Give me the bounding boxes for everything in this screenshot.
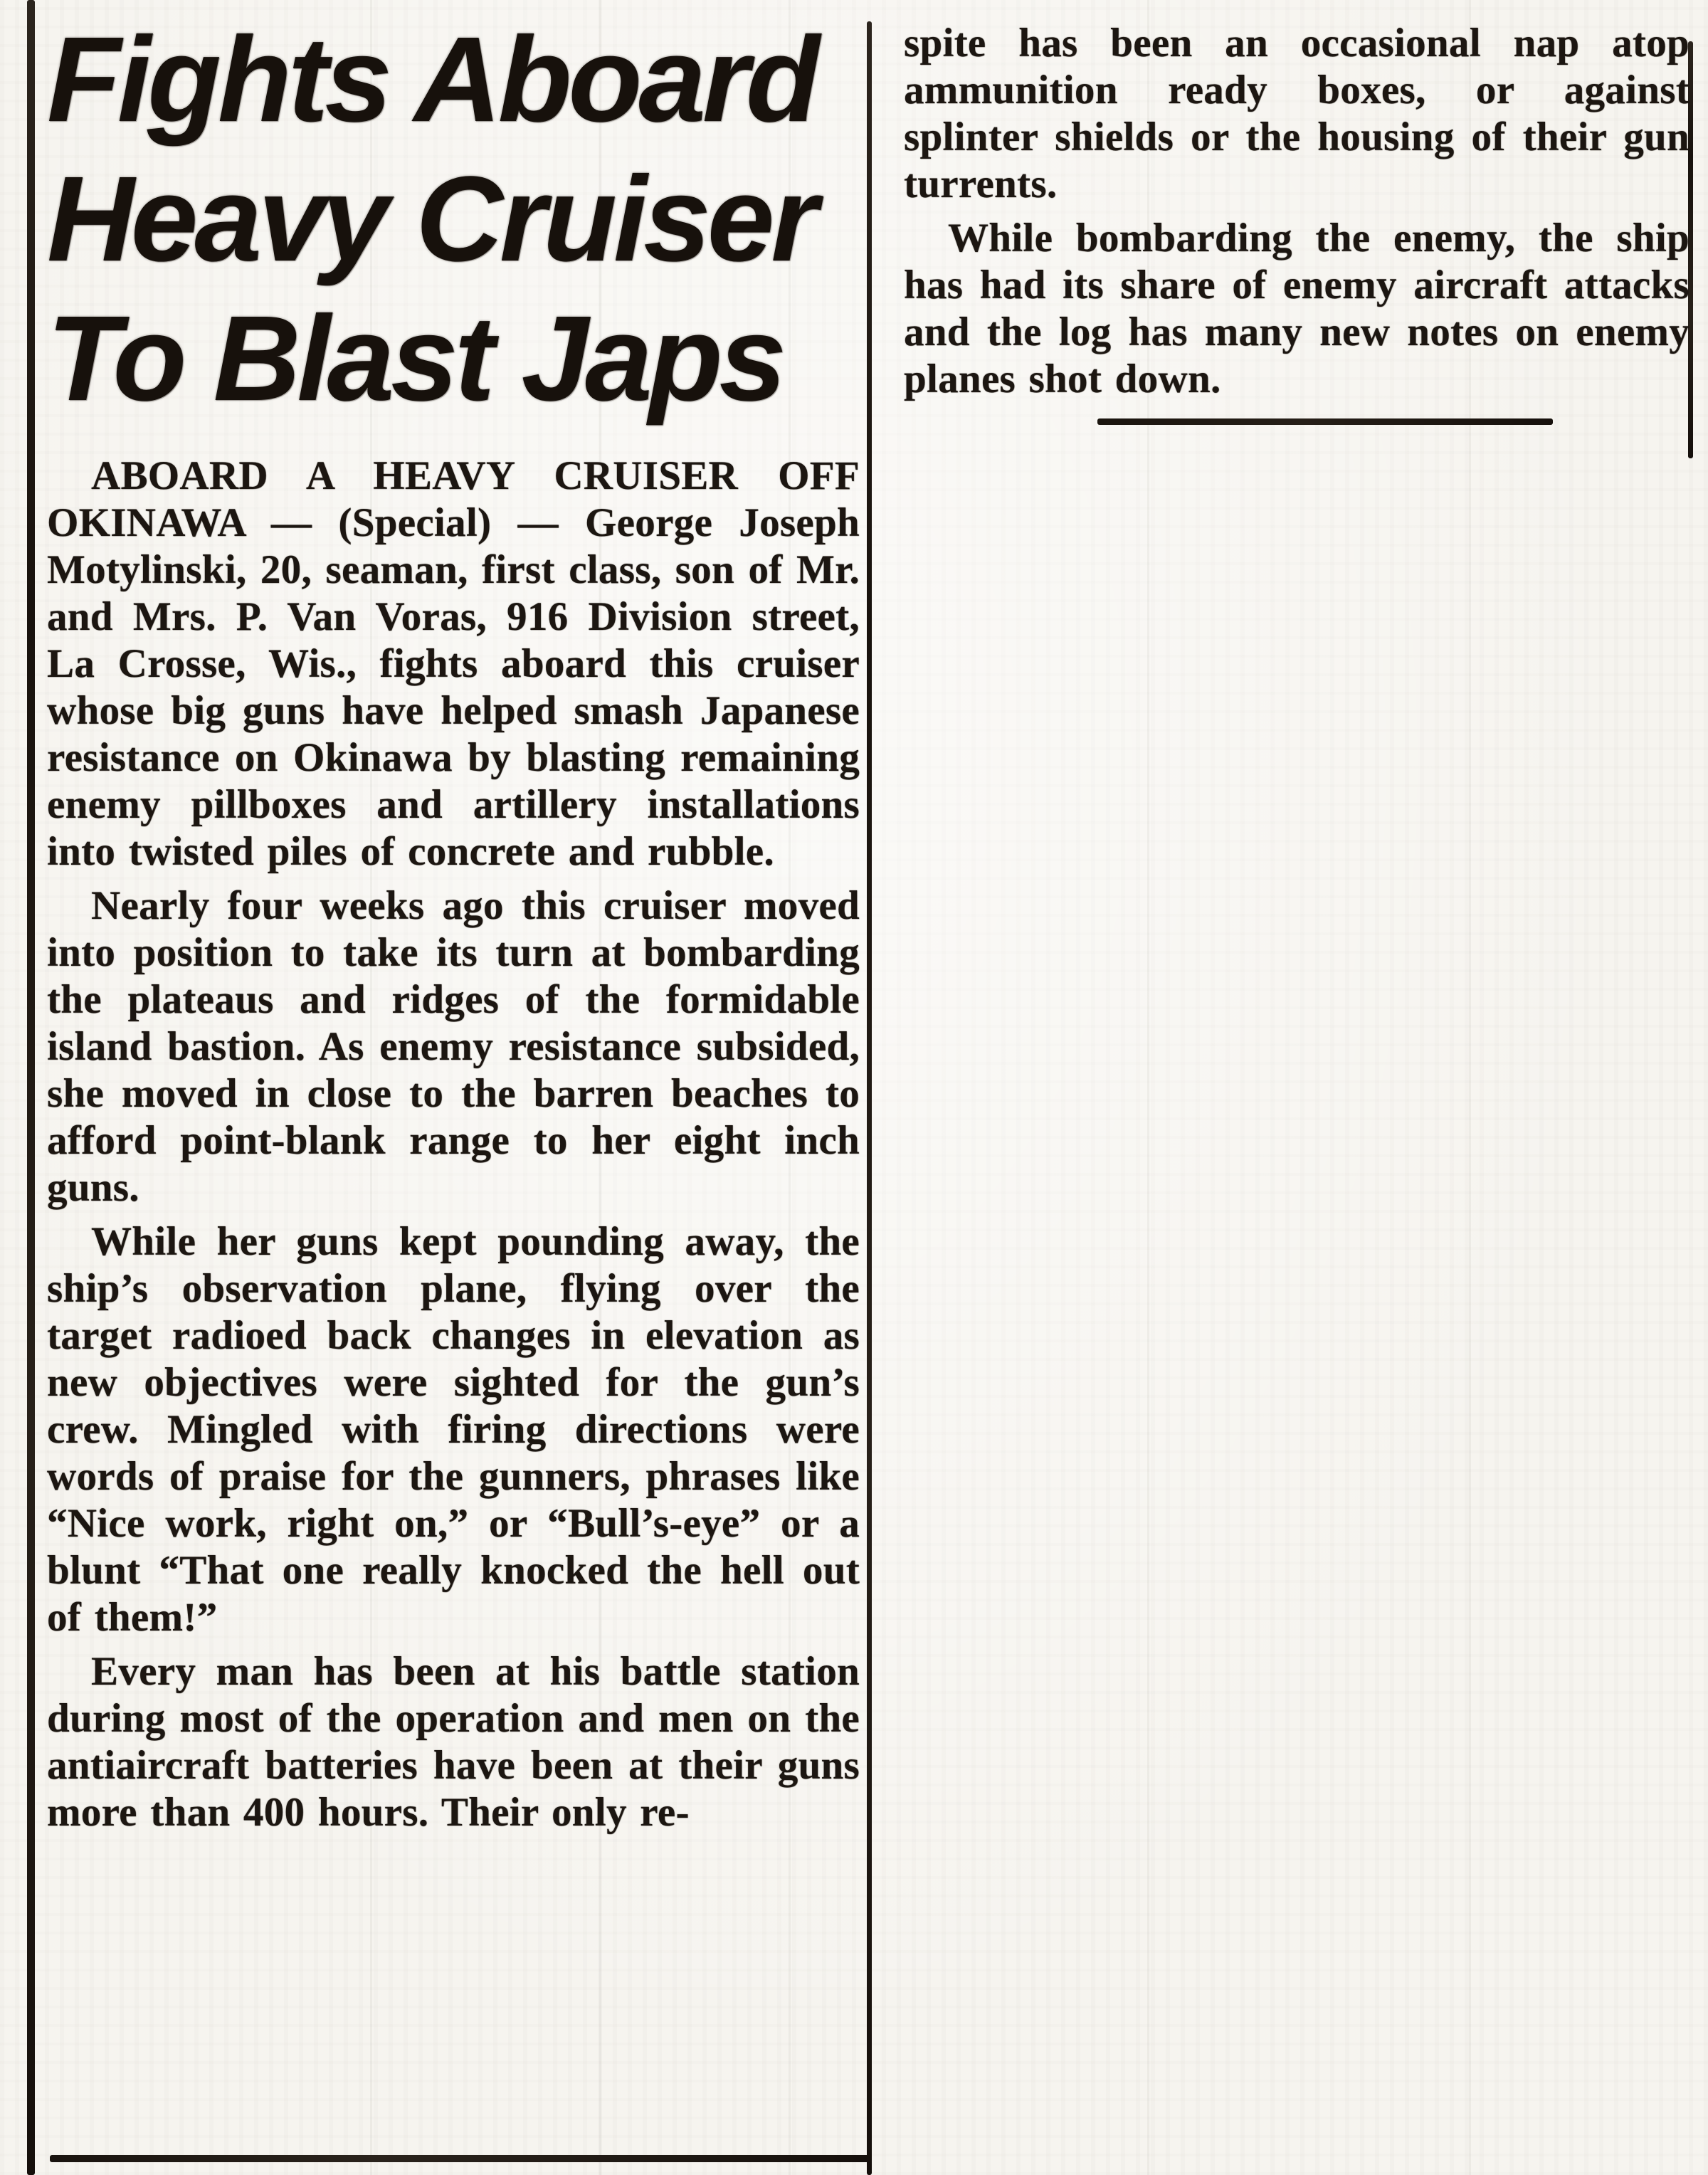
article-paragraph-3: While her guns kept pounding away, the ship’s observation plane, flying over the target radioed back changes in elevation as new objectives were sighted for the gun’s crew. Mingled with firing directions were words of praise for the gunners, phrases like “Nice work, right on,” or “Bull’s-eye” or a blunt “That one really knocked the hell out of them!” xyxy=(47,1219,860,1640)
left-column xyxy=(47,10,860,1836)
article-paragraph-5: spite has been an occasional nap atop ammunition ready boxes, or against splinter shields or the housing of their gun turrents. xyxy=(904,21,1689,206)
article-paragraph-4: Every man has been at his battle station during most of the operation and men on the antiaircraft batteries have been at their guns more than 400 hours. Their only re- xyxy=(47,1649,860,1835)
article-paragraph-1: ABOARD A HEAVY CRUISER OFF OKINAWA — (Special) — George Joseph Motylinski, 20, seaman, first class, son of Mr. and Mrs. P. Van Voras, 916 Division street, La Crosse, Wis., fights aboard this cruiser whose big guns have helped smash Japanese resistance on Okinawa by blasting remaining enemy pillboxes and artillery installations into twisted piles of concrete and rubble. xyxy=(47,453,860,874)
right-column xyxy=(904,20,1689,425)
bottom-border-rule xyxy=(50,2155,870,2162)
article-paragraph-2: Nearly four weeks ago this cruiser moved into position to take its turn at bombarding the plateaus and ridges of the formidable island bastion. As enemy resistance subsided, she moved in close to the barren beaches to afford point-blank range to her eight inch guns. xyxy=(47,883,860,1210)
headline-line-1: Fights Aboard xyxy=(47,12,816,147)
headline xyxy=(47,10,860,428)
column-divider-rule xyxy=(867,21,872,2175)
article-paragraph-6: While bombarding the enemy, the ship has had its share of enemy aircraft attacks and the log has many new notes on enemy planes shot down. xyxy=(904,216,1689,401)
story-end-rule xyxy=(1097,418,1553,425)
headline-line-2: Heavy Cruiser xyxy=(47,152,815,287)
headline-line-3: To Blast Japs xyxy=(47,291,784,426)
left-border-rule xyxy=(27,0,35,2175)
